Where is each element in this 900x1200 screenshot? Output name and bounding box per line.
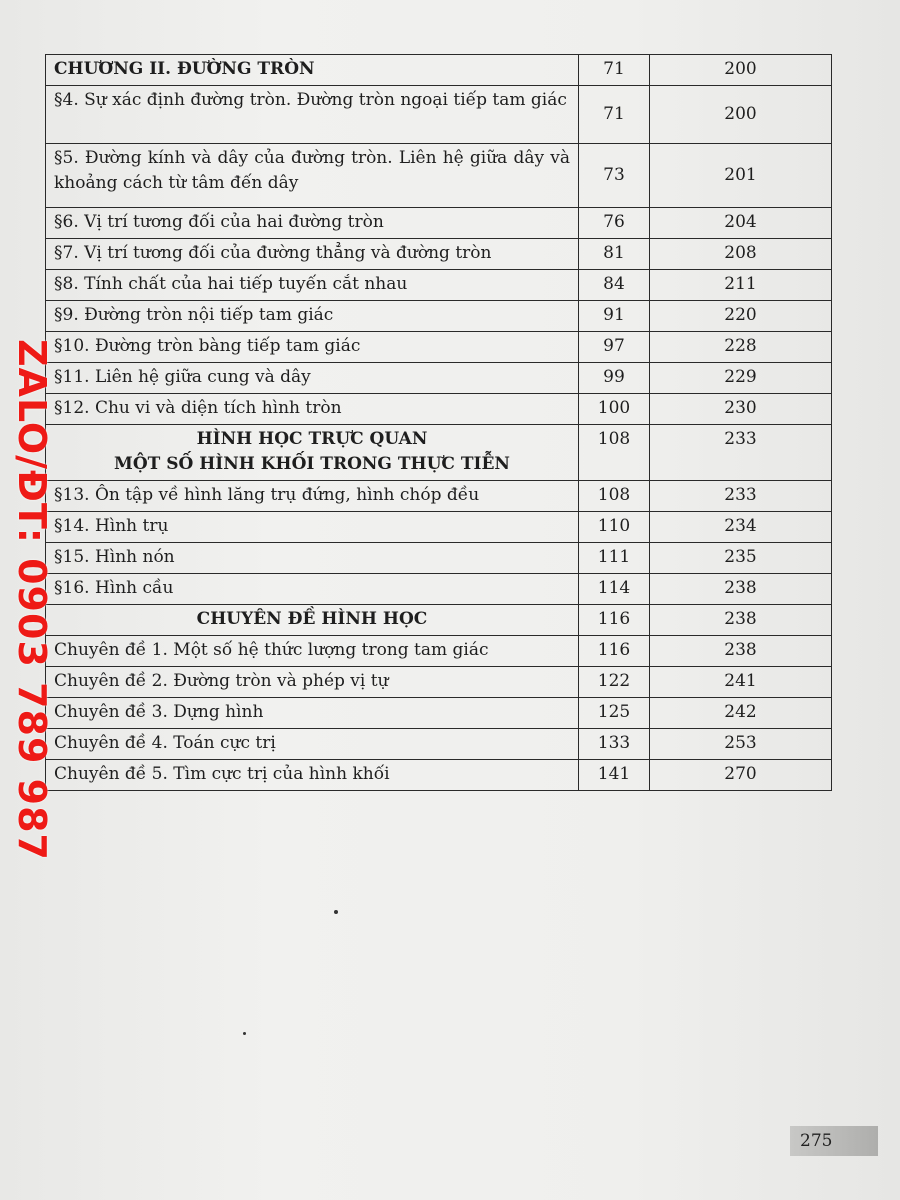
contact-watermark [8,310,56,890]
toc-page-b: 238 [650,574,832,605]
toc-page-a: 84 [579,270,650,301]
toc-row [46,698,832,729]
toc-page-b: 233 [650,481,832,512]
toc-title: Chuyên đề 1. Một số hệ thức lượng trong tam giác [46,636,579,667]
toc-section-title [46,425,579,481]
toc-page-b: 200 [650,86,832,144]
toc-row [46,760,832,791]
toc-title: §16. Hình cầu [46,574,579,605]
toc-page-b: 234 [650,512,832,543]
page-number: 275 [790,1126,878,1156]
speck [334,910,338,914]
toc-page-b: 220 [650,301,832,332]
toc-page-a: 122 [579,667,650,698]
speck [243,1032,246,1035]
toc-row [46,301,832,332]
toc-page-b: 229 [650,363,832,394]
toc-page-a: 81 [579,239,650,270]
toc-title: §10. Đường tròn bàng tiếp tam giác [46,332,579,363]
toc-page-a: 110 [579,512,650,543]
toc-title: Chuyên đề 4. Toán cực trị [46,729,579,760]
toc-page-a: 71 [579,86,650,144]
toc-page-a: 100 [579,394,650,425]
toc-row [46,636,832,667]
toc-title: §11. Liên hệ giữa cung và dây [46,363,579,394]
toc-page-b: 204 [650,208,832,239]
toc-page-a: 116 [579,636,650,667]
toc-page-b: 242 [650,698,832,729]
toc-row [46,512,832,543]
toc-row [46,86,832,144]
table-of-contents [45,54,832,791]
toc-title: §13. Ôn tập về hình lăng trụ đứng, hình chóp đều [46,481,579,512]
toc-title: §6. Vị trí tương đối của hai đường tròn [46,208,579,239]
toc-page-b: 230 [650,394,832,425]
toc-row [46,332,832,363]
toc-page-b: 253 [650,729,832,760]
toc-title: CHƯƠNG II. ĐƯỜNG TRÒN [46,55,579,86]
toc-row [46,144,832,208]
toc-row [46,481,832,512]
toc-page-a: 99 [579,363,650,394]
toc-section-title: CHUYÊN ĐỀ HÌNH HỌC [46,605,579,636]
toc-page-b: 208 [650,239,832,270]
watermark-text: ZALO/ĐT: 0903 789 987 [10,339,54,861]
toc-title: §5. Đường kính và dây của đường tròn. Liên hệ giữa dây và khoảng cách từ tâm đến dây [46,144,579,208]
section-title-line-1: HÌNH HỌC TRỰC QUAN [196,429,428,449]
toc-title: §15. Hình nón [46,543,579,574]
toc-page-a: 114 [579,574,650,605]
toc-page-b: 238 [650,605,832,636]
toc-page-b: 270 [650,760,832,791]
toc-row [46,667,832,698]
toc-page-a: 111 [579,543,650,574]
toc-title: §7. Vị trí tương đối của đường thẳng và đường tròn [46,239,579,270]
toc-title: §12. Chu vi và diện tích hình tròn [46,394,579,425]
toc-page-a: 108 [579,425,650,481]
toc-page-a: 141 [579,760,650,791]
toc-title: §9. Đường tròn nội tiếp tam giác [46,301,579,332]
toc-row [46,270,832,301]
toc-page-b: 235 [650,543,832,574]
toc-title: §14. Hình trụ [46,512,579,543]
toc-row [46,605,832,636]
toc-row [46,239,832,270]
toc-row [46,363,832,394]
toc-row [46,574,832,605]
toc-page-b: 211 [650,270,832,301]
toc-page-b: 201 [650,144,832,208]
toc-page-a: 76 [579,208,650,239]
section-title-line-2: MỘT SỐ HÌNH KHỐI TRONG THỰC TIỄN [114,454,510,474]
toc-page-a: 71 [579,55,650,86]
toc-title: §8. Tính chất của hai tiếp tuyến cắt nhau [46,270,579,301]
toc-title: Chuyên đề 3. Dựng hình [46,698,579,729]
toc-page-a: 73 [579,144,650,208]
toc-row [46,394,832,425]
toc-page-b: 241 [650,667,832,698]
toc-page-a: 108 [579,481,650,512]
toc-row [46,425,832,481]
toc-row [46,543,832,574]
toc-page-a: 125 [579,698,650,729]
toc-page-a: 97 [579,332,650,363]
toc-page-b: 228 [650,332,832,363]
toc-page-b: 233 [650,425,832,481]
toc-row [46,55,832,86]
toc-title: Chuyên đề 2. Đường tròn và phép vị tự [46,667,579,698]
toc-page-a: 116 [579,605,650,636]
toc-row [46,729,832,760]
toc-row [46,208,832,239]
toc-page-b: 200 [650,55,832,86]
toc-title: Chuyên đề 5. Tìm cực trị của hình khối [46,760,579,791]
toc-title: §4. Sự xác định đường tròn. Đường tròn ngoại tiếp tam giác [46,86,579,144]
toc-page-b: 238 [650,636,832,667]
toc-page-a: 91 [579,301,650,332]
toc-page-a: 133 [579,729,650,760]
